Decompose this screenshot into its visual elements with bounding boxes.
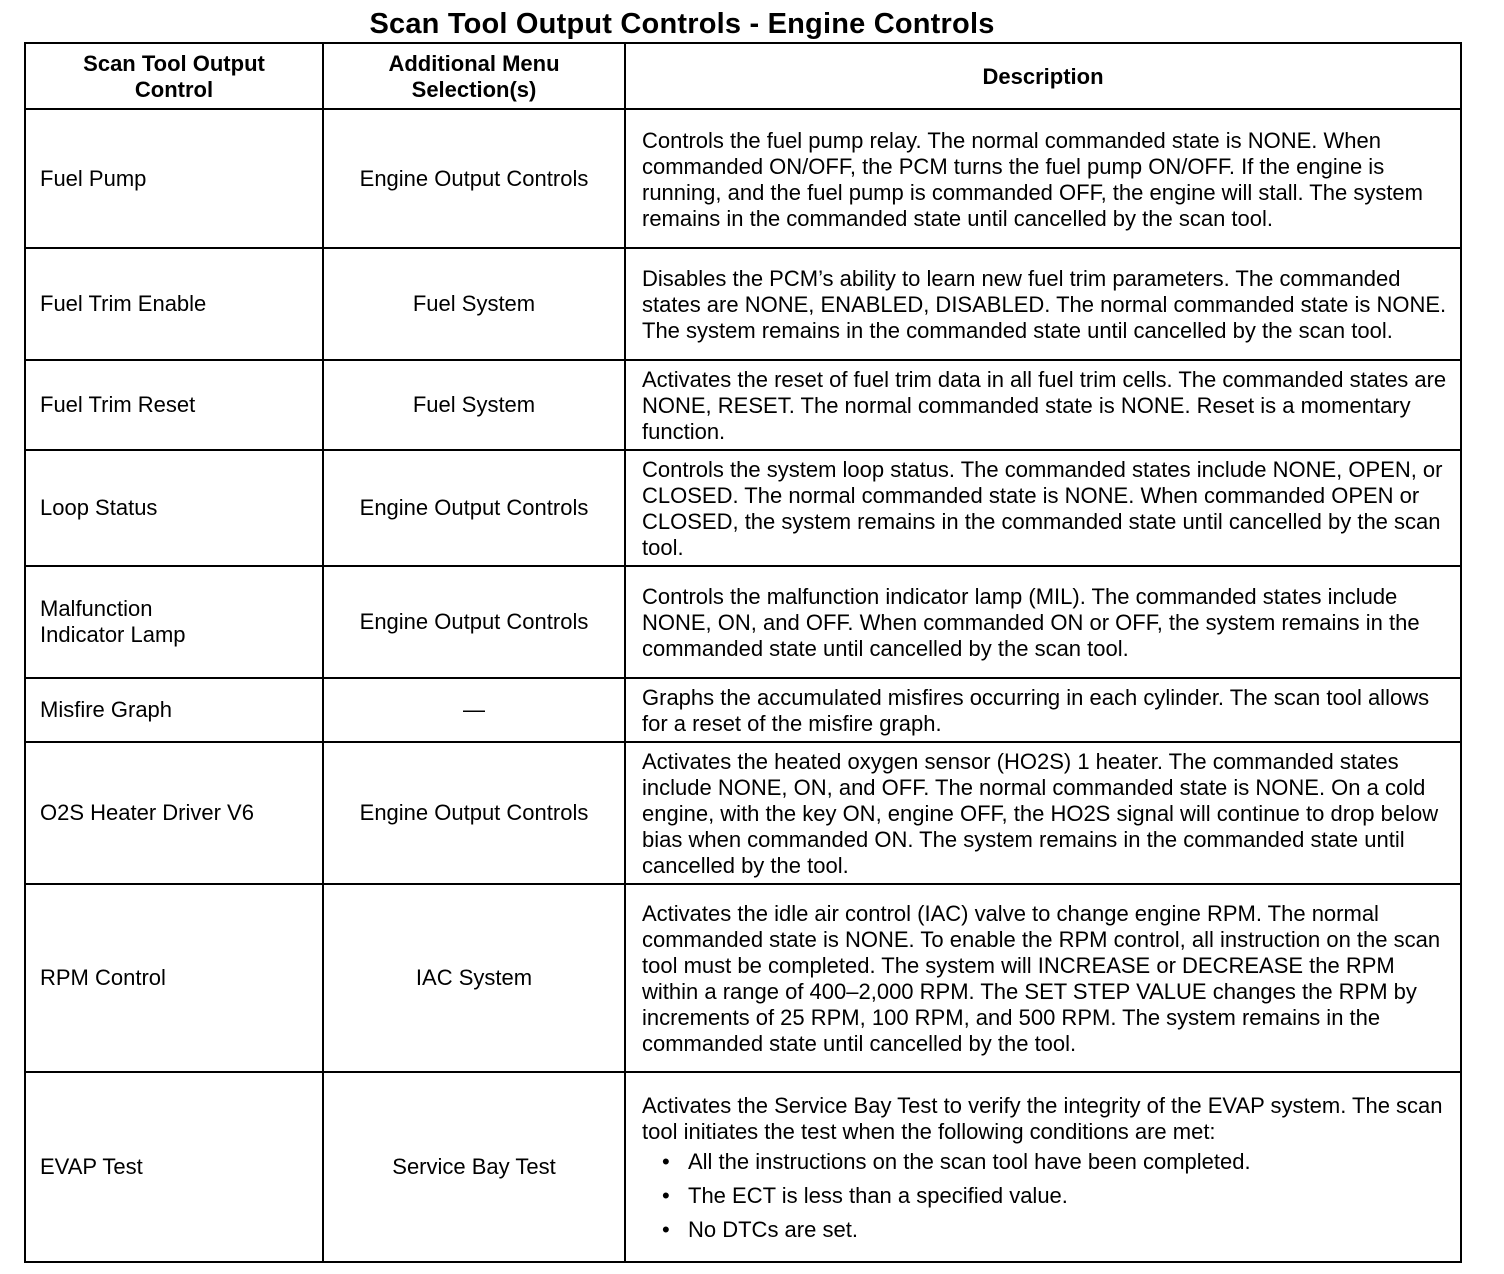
- list-item: [662, 1149, 1450, 1175]
- row-control: Malfunction Indicator Lamp: [25, 566, 323, 678]
- row-description: Activates the reset of fuel trim data in all fuel trim cells. The commanded states are NONE, RESET. The normal commanded state is NONE. Reset is a momentary function.: [625, 360, 1461, 450]
- row-description: Graphs the accumulated misfires occurring in each cylinder. The scan tool allows for a reset of the misfire graph.: [625, 678, 1461, 742]
- table-header-row: [25, 43, 1461, 109]
- header-control: Scan Tool Output Control: [25, 43, 323, 109]
- row-control: Fuel Trim Reset: [25, 360, 323, 450]
- header-menu: Additional Menu Selection(s): [323, 43, 625, 109]
- row-menu: Fuel System: [323, 248, 625, 360]
- table-row: [25, 742, 1461, 884]
- row-description: Controls the malfunction indicator lamp (MIL). The commanded states include NONE, ON, and OFF. When commanded ON or OFF, the system remains in the commanded state until cancelled by the scan tool.: [625, 566, 1461, 678]
- row-control: Loop Status: [25, 450, 323, 566]
- row-menu: Engine Output Controls: [323, 109, 625, 248]
- row-description: Activates the idle air control (IAC) valve to change engine RPM. The normal commanded state is NONE. To enable the RPM control, all instruction on the scan tool must be completed. The system will INCREASE or DECREASE the RPM within a range of 400–2,000 RPM. The SET STEP VALUE changes the RPM by increments of 25 RPM, 100 RPM, and 500 RPM. The system remains in the commanded state until cancelled by the tool.: [625, 884, 1461, 1072]
- bullet-icon: •: [662, 1149, 670, 1174]
- condition-text: The ECT is less than a specified value.: [688, 1183, 1068, 1208]
- table-row: [25, 248, 1461, 360]
- table-row: [25, 360, 1461, 450]
- list-item: [662, 1183, 1450, 1209]
- row-description: Disables the PCM’s ability to learn new fuel trim parameters. The commanded states are NONE, ENABLED, DISABLED. The normal commanded state is NONE. The system remains in the commanded state until cancelled by the scan tool.: [625, 248, 1461, 360]
- row-description: Activates the heated oxygen sensor (HO2S) 1 heater. The commanded states include NONE, ON, and OFF. The normal commanded state is NONE. On a cold engine, with the key ON, engine OFF, the HO2S signal will continue to drop below bias when commanded ON. The system remains in the commanded state until cancelled by the tool.: [625, 742, 1461, 884]
- row-menu: —: [323, 678, 625, 742]
- page-title: Scan Tool Output Controls - Engine Controls: [369, 8, 995, 40]
- table-row: [25, 109, 1461, 248]
- row-control: O2S Heater Driver V6: [25, 742, 323, 884]
- condition-list: [642, 1149, 1450, 1243]
- table-row: [25, 884, 1461, 1072]
- row-description-block: [625, 1072, 1461, 1262]
- bullet-icon: •: [662, 1217, 670, 1242]
- table-row: [25, 566, 1461, 678]
- row-menu: Fuel System: [323, 360, 625, 450]
- row-control: Misfire Graph: [25, 678, 323, 742]
- row-description: Activates the Service Bay Test to verify the integrity of the EVAP system. The scan tool initiates the test when the following conditions are met:: [642, 1093, 1443, 1144]
- condition-text: All the instructions on the scan tool have been completed.: [688, 1149, 1251, 1174]
- row-menu: Engine Output Controls: [323, 566, 625, 678]
- row-menu: Service Bay Test: [323, 1072, 625, 1262]
- header-description: Description: [625, 43, 1461, 109]
- row-menu: IAC System: [323, 884, 625, 1072]
- row-description: Controls the system loop status. The commanded states include NONE, OPEN, or CLOSED. The normal commanded state is NONE. When commanded OPEN or CLOSED, the system remains in the commanded state until cancelled by the scan tool.: [625, 450, 1461, 566]
- bullet-icon: •: [662, 1183, 670, 1208]
- row-menu: Engine Output Controls: [323, 450, 625, 566]
- row-description: Controls the fuel pump relay. The normal commanded state is NONE. When commanded ON/OFF, the PCM turns the fuel pump ON/OFF. If the engine is running, and the fuel pump is commanded OFF, the engine will stall. The system remains in the commanded state until cancelled by the scan tool.: [625, 109, 1461, 248]
- table-row: [25, 678, 1461, 742]
- row-control: RPM Control: [25, 884, 323, 1072]
- list-item: [662, 1217, 1450, 1243]
- condition-text: No DTCs are set.: [688, 1217, 858, 1242]
- table-row: [25, 450, 1461, 566]
- output-controls-table: [24, 42, 1462, 1263]
- row-menu: Engine Output Controls: [323, 742, 625, 884]
- row-control: Fuel Pump: [25, 109, 323, 248]
- row-control: Fuel Trim Enable: [25, 248, 323, 360]
- row-control: EVAP Test: [25, 1072, 323, 1262]
- table-row: [25, 1072, 1461, 1262]
